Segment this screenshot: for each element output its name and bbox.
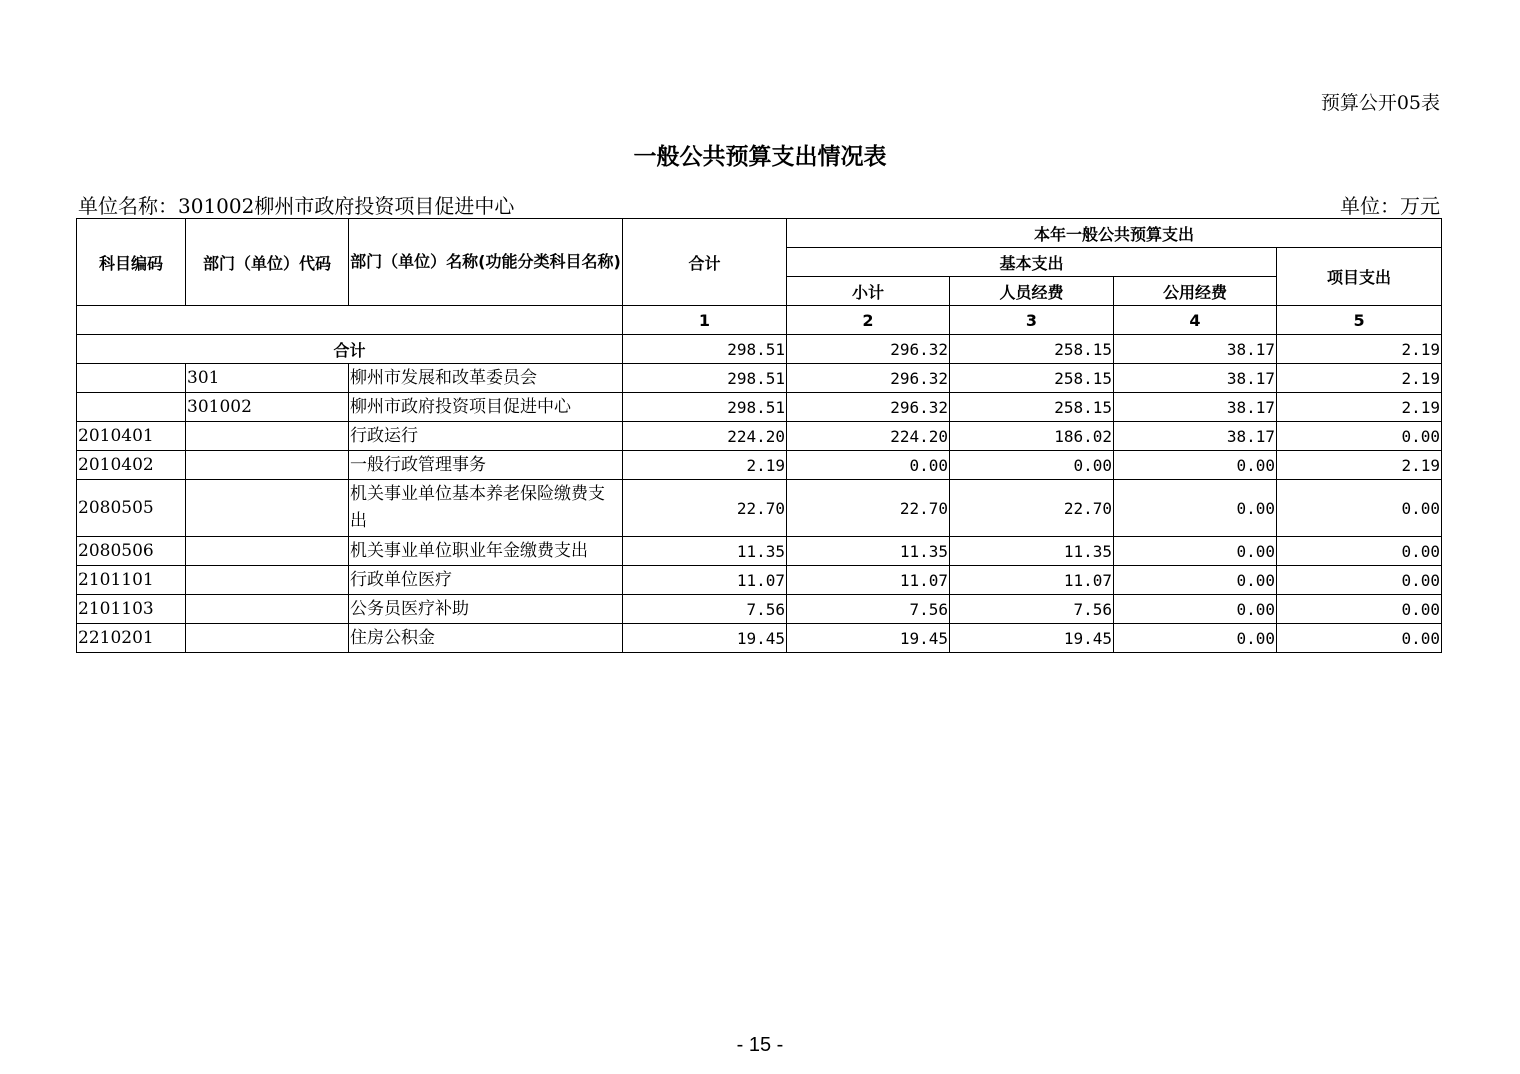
- dept-code-cell: 301: [186, 364, 349, 393]
- total-row: [77, 335, 1442, 364]
- dept-name-cell: 行政运行: [349, 422, 623, 451]
- total-cell: 224.20: [623, 422, 787, 451]
- personnel-cell: 7.56: [950, 595, 1114, 624]
- public-cell: 38.17: [1114, 422, 1277, 451]
- public-cell: 38.17: [1114, 393, 1277, 422]
- subtotal-cell: 296.32: [787, 335, 950, 364]
- total-cell: 22.70: [623, 480, 787, 537]
- dept-code-cell: [186, 537, 349, 566]
- header-col-2: 2: [787, 306, 950, 335]
- subtotal-cell: 224.20: [787, 422, 950, 451]
- public-cell: 0.00: [1114, 595, 1277, 624]
- header-subject-code: 科目编码: [77, 219, 186, 306]
- subtotal-cell: 11.35: [787, 537, 950, 566]
- header-col-5: 5: [1277, 306, 1442, 335]
- unit-measure: 单位：万元: [1340, 194, 1440, 218]
- public-cell: 0.00: [1114, 480, 1277, 537]
- subject-code-cell: 2080506: [77, 537, 186, 566]
- subtotal-cell: 296.32: [787, 393, 950, 422]
- dept-name-cell: 柳州市政府投资项目促进中心: [349, 393, 623, 422]
- total-cell: 298.51: [623, 335, 787, 364]
- personnel-cell: 258.15: [950, 393, 1114, 422]
- header-public: 公用经费: [1114, 277, 1277, 306]
- subtotal-cell: 11.07: [787, 566, 950, 595]
- subject-code-cell: 2210201: [77, 624, 186, 653]
- personnel-cell: 258.15: [950, 335, 1114, 364]
- dept-name-cell: 柳州市发展和改革委员会: [349, 364, 623, 393]
- subtotal-cell: 19.45: [787, 624, 950, 653]
- total-cell: 19.45: [623, 624, 787, 653]
- dept-name-cell: 公务员医疗补助: [349, 595, 623, 624]
- subtotal-cell: 7.56: [787, 595, 950, 624]
- dept-name-cell: 行政单位医疗: [349, 566, 623, 595]
- personnel-cell: 22.70: [950, 480, 1114, 537]
- page-title: 一般公共预算支出情况表: [633, 144, 887, 170]
- header-blank: [77, 306, 623, 335]
- header-dept-code: 部门（单位）代码: [186, 219, 349, 306]
- project-cell: 0.00: [1277, 624, 1442, 653]
- personnel-cell: 0.00: [950, 451, 1114, 480]
- header-total: 合计: [623, 219, 787, 306]
- dept-code-cell: [186, 624, 349, 653]
- subject-code-cell: 2101103: [77, 595, 186, 624]
- subject-code-cell: [77, 364, 186, 393]
- dept-code-cell: [186, 480, 349, 537]
- table-row: [77, 364, 1442, 393]
- total-cell: 7.56: [623, 595, 787, 624]
- header-col-3: 3: [950, 306, 1114, 335]
- table-row: [77, 537, 1442, 566]
- table-row: [77, 595, 1442, 624]
- subject-code-cell: 2101101: [77, 566, 186, 595]
- total-cell: 298.51: [623, 364, 787, 393]
- subject-code-cell: 2010401: [77, 422, 186, 451]
- header-subtotal: 小计: [787, 277, 950, 306]
- project-cell: 0.00: [1277, 537, 1442, 566]
- subtotal-cell: 22.70: [787, 480, 950, 537]
- budget-table: [76, 218, 1442, 653]
- header-col-1: 1: [623, 306, 787, 335]
- project-cell: 0.00: [1277, 422, 1442, 451]
- total-cell: 11.07: [623, 566, 787, 595]
- header-group: 本年一般公共预算支出: [787, 219, 1442, 248]
- public-cell: 0.00: [1114, 566, 1277, 595]
- total-cell: 2.19: [623, 451, 787, 480]
- dept-code-cell: 301002: [186, 393, 349, 422]
- header-basic: 基本支出: [787, 248, 1277, 277]
- public-cell: 0.00: [1114, 451, 1277, 480]
- form-code: 预算公开05表: [1320, 92, 1440, 114]
- personnel-cell: 186.02: [950, 422, 1114, 451]
- subtotal-cell: 0.00: [787, 451, 950, 480]
- header-project: 项目支出: [1277, 248, 1442, 306]
- header-dept-name: 部门（单位）名称(功能分类科目名称): [349, 219, 623, 306]
- page-number: - 15 -: [736, 1034, 784, 1056]
- table-row: [77, 451, 1442, 480]
- subject-code-cell: 2080505: [77, 480, 186, 537]
- subject-code-cell: 2010402: [77, 451, 186, 480]
- subtotal-cell: 296.32: [787, 364, 950, 393]
- project-cell: 0.00: [1277, 595, 1442, 624]
- total-cell: 298.51: [623, 393, 787, 422]
- project-cell: 2.19: [1277, 451, 1442, 480]
- table-row: [77, 480, 1442, 537]
- public-cell: 0.00: [1114, 537, 1277, 566]
- table-row: [77, 422, 1442, 451]
- project-cell: 0.00: [1277, 566, 1442, 595]
- dept-code-cell: [186, 422, 349, 451]
- personnel-cell: 258.15: [950, 364, 1114, 393]
- table-row: [77, 393, 1442, 422]
- header-col-4: 4: [1114, 306, 1277, 335]
- header-personnel: 人员经费: [950, 277, 1114, 306]
- personnel-cell: 11.07: [950, 566, 1114, 595]
- total-label: 合计: [77, 335, 623, 364]
- personnel-cell: 19.45: [950, 624, 1114, 653]
- project-cell: 2.19: [1277, 335, 1442, 364]
- total-cell: 11.35: [623, 537, 787, 566]
- table-row: [77, 624, 1442, 653]
- project-cell: 2.19: [1277, 393, 1442, 422]
- public-cell: 38.17: [1114, 335, 1277, 364]
- project-cell: 0.00: [1277, 480, 1442, 537]
- dept-code-cell: [186, 566, 349, 595]
- public-cell: 0.00: [1114, 624, 1277, 653]
- unit-name: 单位名称：301002柳州市政府投资项目促进中心: [78, 194, 515, 218]
- dept-code-cell: [186, 451, 349, 480]
- dept-name-cell: 机关事业单位职业年金缴费支出: [349, 537, 623, 566]
- table-row: [77, 566, 1442, 595]
- subject-code-cell: [77, 393, 186, 422]
- dept-name-cell: 机关事业单位基本养老保险缴费支出: [349, 480, 623, 537]
- personnel-cell: 11.35: [950, 537, 1114, 566]
- dept-name-cell: 一般行政管理事务: [349, 451, 623, 480]
- public-cell: 38.17: [1114, 364, 1277, 393]
- dept-code-cell: [186, 595, 349, 624]
- dept-name-cell: 住房公积金: [349, 624, 623, 653]
- project-cell: 2.19: [1277, 364, 1442, 393]
